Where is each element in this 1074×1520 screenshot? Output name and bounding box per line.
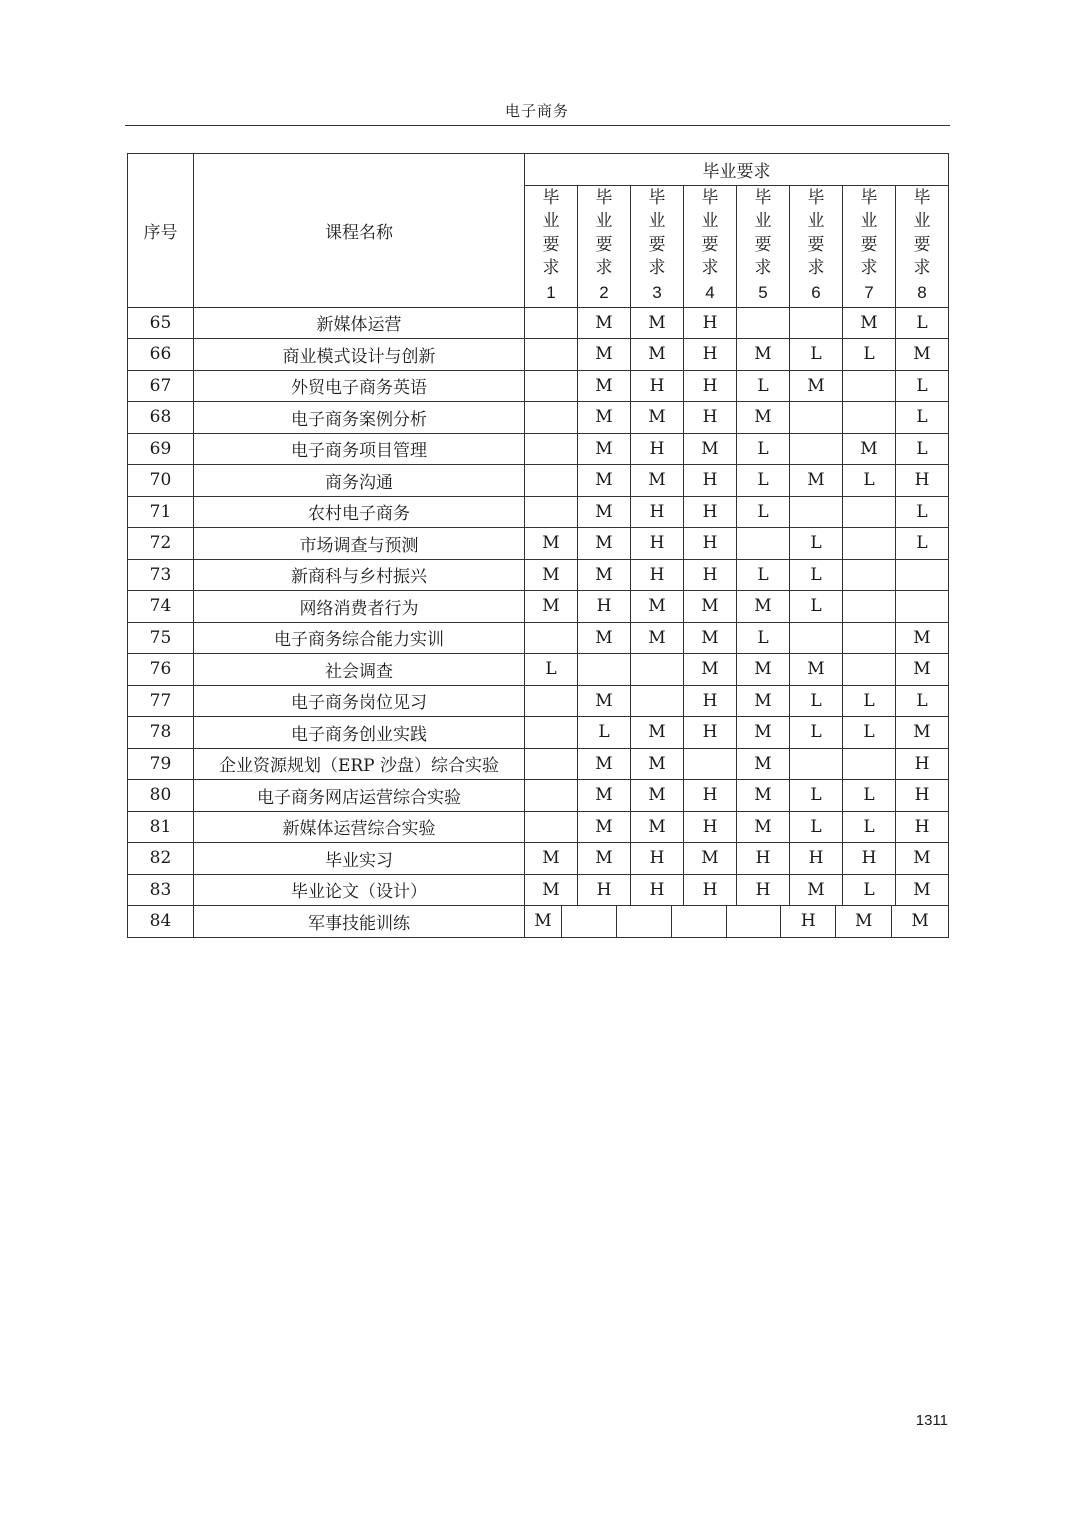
- course-name: 军事技能训练: [194, 906, 525, 938]
- requirement-level-cell: [525, 811, 578, 843]
- requirement-level-cell: L: [843, 465, 896, 497]
- requirement-level-cell: M: [631, 780, 684, 812]
- table-row: [128, 339, 949, 371]
- requirement-level-cell: H: [896, 780, 949, 812]
- requirement-level-cell: H: [737, 874, 790, 906]
- requirement-level-cell: M: [578, 780, 631, 812]
- row-seq: 74: [128, 591, 194, 623]
- requirement-level-cell: [617, 906, 672, 937]
- requirement-level-cell: M: [578, 465, 631, 497]
- requirement-level-cell: [896, 559, 949, 591]
- requirement-level-cell: H: [896, 748, 949, 780]
- course-name: 新商科与乡村振兴: [194, 559, 525, 591]
- requirement-level-cell: M: [578, 843, 631, 875]
- requirement-level-cell: L: [896, 685, 949, 717]
- requirement-level-cell: H: [631, 370, 684, 402]
- requirement-level-cell: H: [684, 307, 737, 339]
- column-header-course-name: 课程名称: [194, 154, 525, 308]
- column-header-requirement-1: [525, 185, 578, 307]
- requirement-level-cell: [790, 496, 843, 528]
- table-row: [128, 685, 949, 717]
- requirement-level-cell: [737, 528, 790, 560]
- course-name: 电子商务项目管理: [194, 433, 525, 465]
- requirement-level-cell: L: [737, 622, 790, 654]
- requirement-level-cell: L: [790, 591, 843, 623]
- requirement-level-cell: [525, 465, 578, 497]
- requirement-level-cell: M: [578, 559, 631, 591]
- table-row: [128, 654, 949, 686]
- requirement-level-cell: M: [578, 528, 631, 560]
- requirement-level-cell: [525, 685, 578, 717]
- course-name: 新媒体运营: [194, 307, 525, 339]
- course-name: 社会调查: [194, 654, 525, 686]
- requirement-level-cell: M: [578, 496, 631, 528]
- requirement-level-cell: M: [578, 307, 631, 339]
- requirement-level-cell: M: [737, 685, 790, 717]
- requirement-level-cell: L: [843, 685, 896, 717]
- requirement-level-cell: L: [790, 528, 843, 560]
- row-seq: 70: [128, 465, 194, 497]
- requirement-level-cell: M: [578, 811, 631, 843]
- course-name: 外贸电子商务英语: [194, 370, 525, 402]
- requirement-level-cell: H: [631, 874, 684, 906]
- requirement-level-cell: L: [896, 370, 949, 402]
- requirement-level-cell: H: [684, 780, 737, 812]
- requirement-number: 6: [811, 282, 821, 302]
- requirement-level-cell: H: [790, 843, 843, 875]
- requirement-level-cell: M: [631, 748, 684, 780]
- requirement-level-cell: M: [578, 339, 631, 371]
- requirement-level-cell: [790, 402, 843, 434]
- requirement-level-cell: L: [896, 307, 949, 339]
- requirement-level-cell: H: [684, 874, 737, 906]
- requirement-level-cell: H: [684, 465, 737, 497]
- requirement-level-cell: L: [790, 559, 843, 591]
- requirement-level-cell: L: [737, 496, 790, 528]
- table-row: [128, 622, 949, 654]
- column-header-requirement-6: [790, 185, 843, 307]
- course-name: 企业资源规划（ERP 沙盘）综合实验: [194, 748, 525, 780]
- requirement-level-cell: M: [684, 622, 737, 654]
- row-seq: 83: [128, 874, 194, 906]
- course-name: 毕业实习: [194, 843, 525, 875]
- requirement-level-cell: L: [790, 811, 843, 843]
- requirement-level-cell: [896, 591, 949, 623]
- requirement-level-cell: M: [578, 622, 631, 654]
- row-seq: 71: [128, 496, 194, 528]
- course-name: 农村电子商务: [194, 496, 525, 528]
- course-name: 网络消费者行为: [194, 591, 525, 623]
- requirement-level-cell: M: [525, 843, 578, 875]
- row-seq: 69: [128, 433, 194, 465]
- requirement-level-cell: [790, 748, 843, 780]
- requirement-level-cell: M: [843, 307, 896, 339]
- column-header-requirement-5: [737, 185, 790, 307]
- requirement-label: 毕业要求: [542, 187, 560, 279]
- requirement-level-cell: L: [843, 339, 896, 371]
- requirement-level-cell: H: [781, 906, 836, 937]
- requirement-level-cell: [843, 496, 896, 528]
- requirement-level-cell: L: [525, 654, 578, 686]
- requirement-level-cell: [525, 433, 578, 465]
- requirement-level-cell: H: [737, 843, 790, 875]
- requirement-label: 毕业要求: [913, 187, 931, 279]
- table-row: [128, 717, 949, 749]
- requirement-level-cell: L: [790, 685, 843, 717]
- requirement-level-cell: [790, 433, 843, 465]
- requirement-level-cell: M: [631, 591, 684, 623]
- requirement-level-group: [525, 906, 949, 938]
- column-header-seq: 序号: [128, 154, 194, 308]
- row-seq: 65: [128, 307, 194, 339]
- course-name: 商业模式设计与创新: [194, 339, 525, 371]
- table-row: [128, 591, 949, 623]
- row-seq: 73: [128, 559, 194, 591]
- requirement-level-cell: H: [631, 496, 684, 528]
- requirement-level-cell: [525, 622, 578, 654]
- requirement-number: 7: [864, 282, 874, 302]
- table-row: [128, 370, 949, 402]
- requirement-level-cell: [790, 622, 843, 654]
- row-seq: 76: [128, 654, 194, 686]
- requirement-level-cell: M: [911, 911, 929, 932]
- table-row: [128, 780, 949, 812]
- requirement-level-cell: H: [684, 370, 737, 402]
- requirement-level-cell: M: [836, 906, 892, 937]
- requirement-level-cell: H: [684, 717, 737, 749]
- requirement-level-cell: H: [684, 528, 737, 560]
- requirement-level-cell: M: [843, 433, 896, 465]
- requirement-level-cell: [684, 748, 737, 780]
- requirement-level-cell: [843, 559, 896, 591]
- course-name: 电子商务案例分析: [194, 402, 525, 434]
- requirement-label: 毕业要求: [860, 187, 878, 279]
- requirement-level-cell: M: [896, 654, 949, 686]
- course-name: 市场调查与预测: [194, 528, 525, 560]
- requirement-level-cell: M: [631, 717, 684, 749]
- requirement-level-cell: M: [790, 874, 843, 906]
- table-row: [128, 843, 949, 875]
- requirement-level-cell: M: [737, 748, 790, 780]
- requirement-level-cell: H: [578, 874, 631, 906]
- requirement-level-cell: L: [737, 559, 790, 591]
- course-name: 新媒体运营综合实验: [194, 811, 525, 843]
- requirement-level-cell: L: [790, 339, 843, 371]
- table-row: [128, 811, 949, 843]
- requirement-level-cell: L: [843, 717, 896, 749]
- requirement-level-cell: [525, 717, 578, 749]
- requirement-level-cell: [843, 402, 896, 434]
- requirement-level-cell: M: [896, 843, 949, 875]
- table-row: [128, 402, 949, 434]
- row-seq: 72: [128, 528, 194, 560]
- requirement-level-cell: [525, 780, 578, 812]
- requirement-level-cell: H: [684, 339, 737, 371]
- row-seq: 67: [128, 370, 194, 402]
- requirement-level-cell: M: [896, 622, 949, 654]
- requirement-level-cell: L: [896, 433, 949, 465]
- requirement-level-cell: M: [896, 717, 949, 749]
- requirement-level-cell: M: [525, 559, 578, 591]
- table-row: [128, 307, 949, 339]
- requirement-level-cell: L: [843, 874, 896, 906]
- requirement-level-cell: [737, 307, 790, 339]
- requirement-number: 2: [599, 282, 609, 302]
- row-seq: 68: [128, 402, 194, 434]
- requirement-level-cell: M: [684, 843, 737, 875]
- table-row: [128, 465, 949, 497]
- requirement-level-cell: M: [578, 370, 631, 402]
- course-name: 电子商务综合能力实训: [194, 622, 525, 654]
- requirement-level-cell: H: [896, 811, 949, 843]
- row-seq: 79: [128, 748, 194, 780]
- requirement-level-cell: L: [896, 528, 949, 560]
- requirement-level-cell: H: [631, 433, 684, 465]
- requirement-level-cell: H: [684, 811, 737, 843]
- column-header-requirement-4: [684, 185, 737, 307]
- requirement-level-cell: M: [578, 402, 631, 434]
- requirement-level-cell: [525, 307, 578, 339]
- requirement-level-cell: [525, 402, 578, 434]
- course-name: 电子商务岗位见习: [194, 685, 525, 717]
- requirement-level-cell: [843, 591, 896, 623]
- requirement-level-cell: L: [578, 717, 631, 749]
- requirement-label: 毕业要求: [648, 187, 666, 279]
- requirement-level-cell: M: [737, 591, 790, 623]
- requirement-level-cell: M: [631, 811, 684, 843]
- column-header-requirement-8: [896, 185, 949, 307]
- requirement-number: 5: [758, 282, 768, 302]
- requirement-level-cell: M: [737, 339, 790, 371]
- requirement-level-cell: M: [896, 874, 949, 906]
- requirement-level-cell: L: [737, 370, 790, 402]
- requirement-level-cell: [843, 622, 896, 654]
- requirement-level-cell: [727, 906, 782, 937]
- table-row: [128, 906, 949, 938]
- requirement-level-cell: L: [737, 465, 790, 497]
- requirement-level-cell: M: [790, 654, 843, 686]
- column-group-requirements: 毕业要求: [525, 154, 949, 186]
- requirement-level-cell: M: [525, 528, 578, 560]
- requirement-label: 毕业要求: [754, 187, 772, 279]
- requirement-level-cell: M: [896, 339, 949, 371]
- row-seq: 77: [128, 685, 194, 717]
- requirement-level-cell: L: [896, 402, 949, 434]
- requirement-level-cell: M: [737, 811, 790, 843]
- table-row: [128, 874, 949, 906]
- row-seq: 78: [128, 717, 194, 749]
- row-seq: 66: [128, 339, 194, 371]
- running-header: 电子商务: [504, 102, 569, 120]
- requirement-level-cell: [525, 496, 578, 528]
- requirement-level-cell: [525, 339, 578, 371]
- requirement-level-cell: [672, 906, 727, 937]
- requirement-level-cell: L: [790, 780, 843, 812]
- requirement-label: 毕业要求: [595, 187, 613, 279]
- requirement-label: 毕业要求: [701, 187, 719, 279]
- requirement-level-cell: M: [525, 874, 578, 906]
- requirement-level-cell: [525, 370, 578, 402]
- requirement-level-cell: H: [684, 402, 737, 434]
- requirement-number: 8: [917, 282, 927, 302]
- requirement-level-cell: M: [578, 433, 631, 465]
- row-seq: 80: [128, 780, 194, 812]
- requirement-label: 毕业要求: [807, 187, 825, 279]
- requirement-level-cell: M: [525, 591, 578, 623]
- requirement-level-cell: M: [737, 654, 790, 686]
- course-name: 商务沟通: [194, 465, 525, 497]
- requirement-level-cell: M: [684, 654, 737, 686]
- requirement-level-cell: [631, 654, 684, 686]
- requirement-level-cell: L: [790, 717, 843, 749]
- course-name: 电子商务创业实践: [194, 717, 525, 749]
- requirement-level-cell: [525, 748, 578, 780]
- requirement-level-cell: M: [737, 402, 790, 434]
- requirement-level-cell: L: [843, 811, 896, 843]
- requirement-number: 3: [652, 282, 662, 302]
- requirement-level-cell: M: [578, 748, 631, 780]
- requirement-level-cell: H: [631, 843, 684, 875]
- table-row: [128, 559, 949, 591]
- requirement-level-cell: L: [843, 780, 896, 812]
- requirement-level-cell: H: [896, 465, 949, 497]
- row-seq: 84: [128, 906, 194, 938]
- requirement-level-cell: M: [631, 622, 684, 654]
- course-name: 毕业论文（设计）: [194, 874, 525, 906]
- requirement-level-cell: M: [631, 465, 684, 497]
- requirement-level-cell: M: [578, 685, 631, 717]
- table-row: [128, 496, 949, 528]
- column-header-requirement-7: [843, 185, 896, 307]
- requirement-level-cell: L: [896, 496, 949, 528]
- requirement-level-cell: [578, 654, 631, 686]
- requirement-level-cell: M: [684, 591, 737, 623]
- row-seq: 81: [128, 811, 194, 843]
- requirement-level-cell: M: [631, 307, 684, 339]
- requirement-level-cell: [631, 685, 684, 717]
- requirement-level-cell: M: [525, 906, 562, 937]
- column-header-requirement-3: [631, 185, 684, 307]
- header-rule: [125, 125, 950, 126]
- requirement-level-cell: H: [631, 559, 684, 591]
- requirement-level-cell: M: [737, 780, 790, 812]
- requirement-level-cell: M: [684, 433, 737, 465]
- requirement-level-cell: H: [684, 685, 737, 717]
- requirement-level-cell: L: [737, 433, 790, 465]
- requirement-level-cell: [843, 370, 896, 402]
- row-seq: 82: [128, 843, 194, 875]
- requirement-level-cell: [790, 307, 843, 339]
- table-row: [128, 528, 949, 560]
- requirement-level-cell: H: [684, 496, 737, 528]
- course-name: 电子商务网店运营综合实验: [194, 780, 525, 812]
- requirement-level-cell: [843, 654, 896, 686]
- requirement-level-cell: [843, 748, 896, 780]
- requirement-level-cell: M: [790, 370, 843, 402]
- requirement-level-cell: H: [684, 559, 737, 591]
- table-row: [128, 748, 949, 780]
- table-row: [128, 433, 949, 465]
- page-number: 1311: [915, 1412, 948, 1429]
- requirement-level-cell: H: [843, 843, 896, 875]
- requirement-level-cell: [843, 528, 896, 560]
- row-seq: 75: [128, 622, 194, 654]
- requirement-number: 4: [705, 282, 715, 302]
- requirement-level-cell: M: [737, 717, 790, 749]
- requirement-level-cell: M: [631, 402, 684, 434]
- requirements-matrix: [127, 153, 949, 938]
- requirement-level-cell: H: [578, 591, 631, 623]
- column-header-requirement-2: [578, 185, 631, 307]
- requirement-number: 1: [546, 282, 556, 302]
- requirement-level-cell: H: [631, 528, 684, 560]
- requirement-level-cell: M: [790, 465, 843, 497]
- requirement-level-cell: [562, 906, 617, 937]
- requirement-level-cell: M: [631, 339, 684, 371]
